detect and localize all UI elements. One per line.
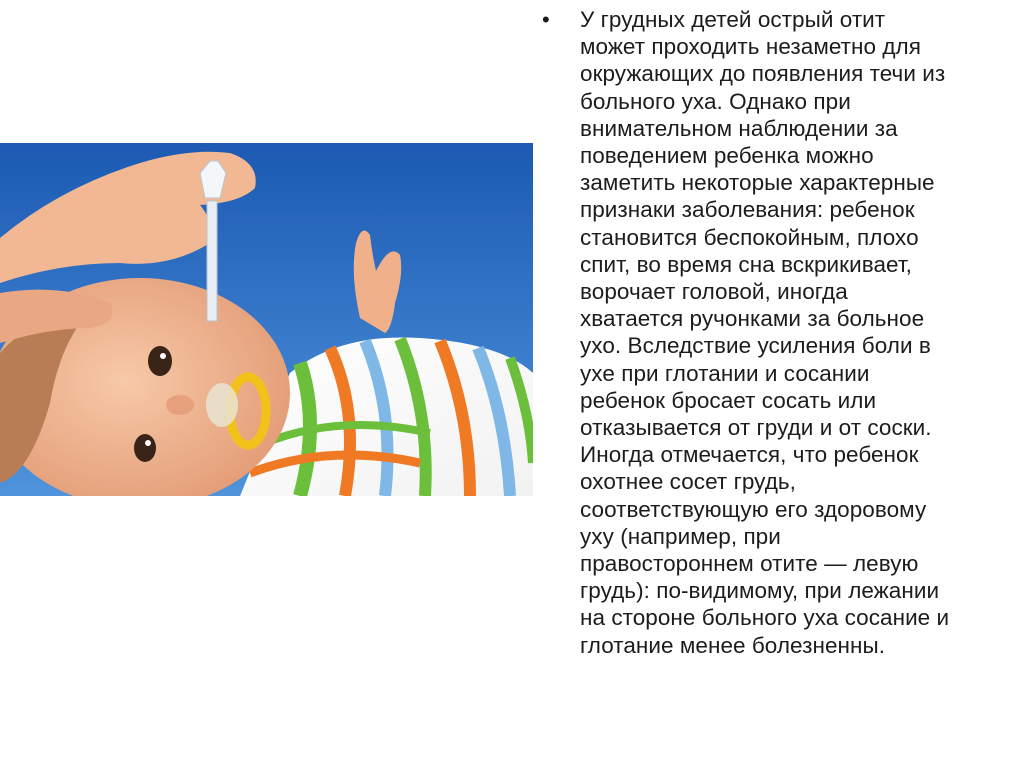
text-line: ребенок бросает сосать или: [580, 387, 877, 413]
text-line: спит, во время сна вскрикивает,: [580, 251, 912, 277]
baby-eye-upper: [148, 346, 172, 376]
text-line: на стороне больного уха сосание и: [580, 605, 950, 631]
text-line: ухо. Вследствие усиления боли в: [580, 333, 931, 359]
baby-nose: [166, 395, 194, 415]
text-line: соответствующую его здоровому: [580, 496, 927, 522]
text-line: больного уха. Однако при: [580, 88, 851, 114]
text-line: становится беспокойным, плохо: [580, 224, 919, 250]
text-line: поведением ребенка можно: [580, 143, 874, 169]
text-line: Иногда отмечается, что ребенок: [580, 442, 919, 468]
slide-text-block: [536, 6, 1016, 659]
text-line: признаки заболевания: ребенок: [580, 197, 915, 223]
text-line: ворочает головой, иногда: [580, 279, 848, 305]
text-line: У грудных детей острый отит: [580, 7, 886, 32]
text-line: отказывается от груди и от соски.: [580, 415, 932, 441]
text-line: грудь): по-видимому, при лежании: [580, 578, 940, 604]
text-line: правостороннем отите — левую: [580, 551, 919, 577]
bullet-marker: •: [542, 7, 550, 32]
text-line: окружающих до появления течи из: [580, 61, 946, 87]
bullet-item: [536, 6, 1016, 659]
text-line: охотнее сосет грудь,: [580, 469, 796, 495]
text-line: внимательном наблюдении за: [580, 115, 898, 141]
text-line: заметить некоторые характерные: [580, 170, 935, 196]
text-line: ухе при глотании и сосании: [580, 360, 870, 386]
photo-illustration: [0, 143, 533, 496]
dropper-tube: [207, 201, 217, 321]
baby-eye-lower: [134, 434, 156, 462]
text-line: уху (например, при: [580, 523, 781, 549]
bullet-paragraph: [580, 6, 949, 659]
text-line: глотание менее болезненны.: [580, 632, 886, 658]
text-line: хватается ручонками за больное: [580, 306, 925, 332]
baby-ear-drops-photo: [0, 143, 533, 496]
text-line: может проходить незаметно для: [580, 34, 921, 60]
